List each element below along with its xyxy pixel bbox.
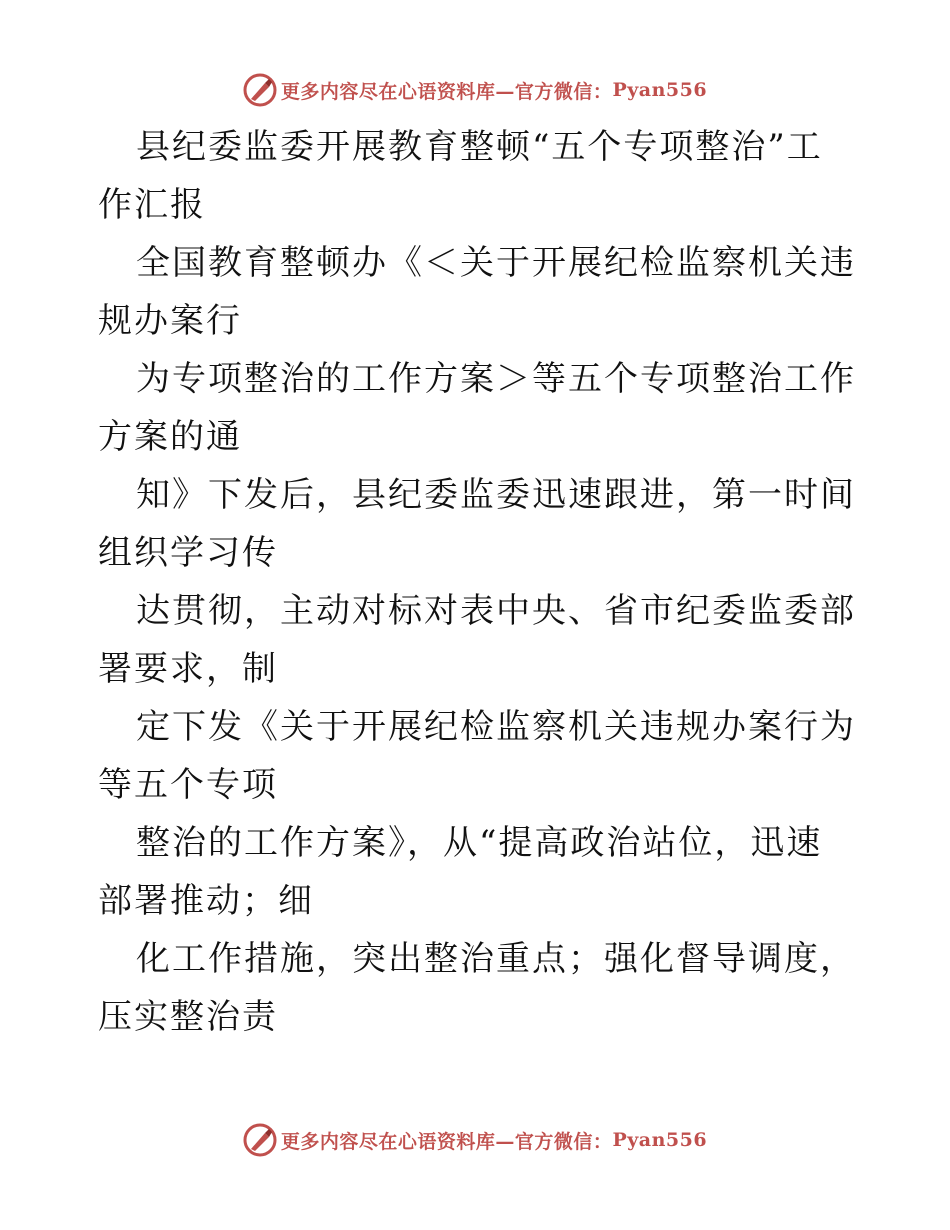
- document-body: [98, 118, 858, 1046]
- header-banner-text: 更多内容尽在心语资料库—官方微信：: [280, 80, 613, 103]
- body-paragraph: 化工作措施，突出整治重点；强化督导调度，压实整治责: [98, 939, 856, 1037]
- body-paragraph: 整治的工作方案》，从“提高政治站位，迅速部署推动；细: [98, 823, 823, 921]
- doc-title-paragraph: 县纪委监委开展教育整顿“五个专项整治”工作汇报: [98, 127, 823, 225]
- body-paragraph: 定下发《关于开展纪检监察机关违规办案行为等五个专项: [98, 707, 856, 805]
- body-paragraph: 为专项整治的工作方案＞等五个专项整治工作方案的通: [98, 359, 856, 457]
- footer-banner-id: Pyan556: [612, 1129, 708, 1151]
- header-banner-id: Pyan556: [612, 79, 708, 101]
- body-paragraph: 全国教育整顿办《＜关于开展纪检监察机关违规办案行: [98, 243, 856, 341]
- body-paragraph: 达贯彻，主动对标对表中央、省市纪委监委部署要求，制: [98, 591, 856, 689]
- header-banner: [0, 72, 950, 108]
- body-paragraph: 知》下发后，县纪委监委迅速跟进，第一时间组织学习传: [98, 475, 856, 573]
- footer-banner: [0, 1122, 950, 1158]
- pen-nib-logo-icon: [243, 1123, 277, 1157]
- pen-nib-logo-icon: [243, 73, 277, 107]
- footer-banner-text: 更多内容尽在心语资料库—官方微信：: [280, 1130, 613, 1153]
